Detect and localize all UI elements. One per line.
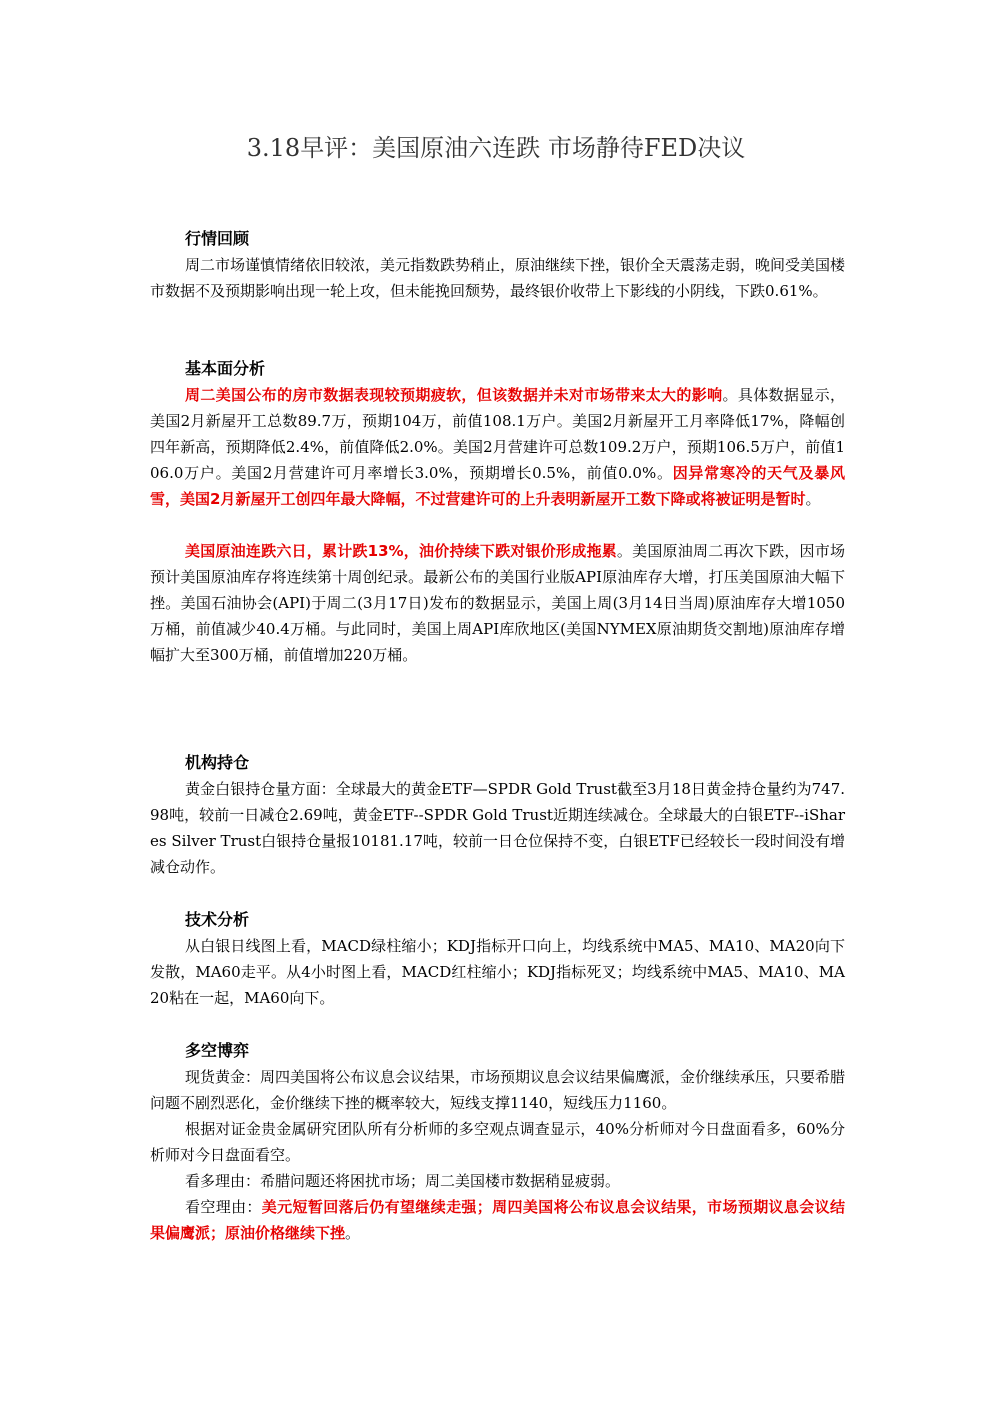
- paragraph: [150, 538, 845, 668]
- section-technical-analysis: [150, 907, 845, 1011]
- paragraph-text: 。具体数据显示，美国2月新屋开工总数89.7万，预期104万，前值108.1万户。美国2月新屋开工月率降低17%，降幅创四年新高，预期降低2.4%，前值降低2.0%。美国2月营建许可总数109.2万户，预期106.5万户，前值106.0万户。美国2月营建许可月率增长3.0%，预期增长0.5%，前值0.0%。: [150, 386, 845, 482]
- section-bull-bear: [150, 1038, 845, 1246]
- paragraph-text: 。美国原油周二再次下跌，因市场预计美国原油库存将连续第十周创纪录。最新公布的美国行业版API原油库存大增，打压美国原油大幅下挫。美国石油协会(API)于周二(3月17日)发布的数据显示，美国上周(3月14日当周)原油库存大增1050万桶，前值减少40.4万桶。与此同时，美国上周API库欣地区(美国NYMEX原油期货交割地)原油库存增幅扩大至300万桶，前值增加220万桶。: [150, 542, 845, 664]
- section-fundamental-analysis: [150, 356, 845, 668]
- paragraph: 现货黄金：周四美国将公布议息会议结果，市场预期议息会议结果偏鹰派，金价继续承压，只要希腊问题不剧烈恶化，金价继续下挫的概率较大，短线支撑1140，短线压力1160。: [150, 1068, 846, 1112]
- section-institutional-holdings: [150, 750, 845, 880]
- section-heading: 机构持仓: [185, 753, 250, 772]
- highlight-text: 美国原油连跌六日，累计跌13%，油价持续下跌对银价形成拖累: [185, 542, 617, 560]
- section-heading: 行情回顾: [185, 229, 250, 248]
- paragraph: [150, 382, 845, 512]
- paragraph: 根据对证金贵金属研究团队所有分析师的多空观点调查显示，40%分析师对今日盘面看多，60%分析师对今日盘面看空。: [150, 1120, 845, 1164]
- paragraph-label: 看空理由：: [185, 1198, 262, 1216]
- section-heading: 基本面分析: [185, 359, 266, 378]
- highlight-text: 周二美国公布的房市数据表现较预期疲软，但该数据并未对市场带来太大的影响: [185, 386, 723, 404]
- paragraph: 黄金白银持仓量方面：全球最大的黄金ETF—SPDR Gold Trust截至3月18日黄金持仓量约为747.98吨，较前一日减仓2.69吨，黄金ETF--SPDR Gold Trust近期连续减仓。全球最大的白银ETF--iShares Silver Trust白银持仓量报10181.17吨，较前一日仓位保持不变，白银ETF已经较长一段时间没有增减仓动作。: [150, 780, 845, 876]
- section-heading: 技术分析: [185, 910, 250, 929]
- page-title: 3.18早评：美国原油六连跌 市场静待FED决议: [246, 134, 746, 162]
- section-market-review: [150, 226, 845, 304]
- highlight-text: 美元短暂回落后仍有望继续走强；周四美国将公布议息会议结果，市场预期议息会议结果偏鹰派；原油价格继续下挫: [150, 1198, 845, 1242]
- paragraph: 周二市场谨慎情绪依旧较浓，美元指数跌势稍止，原油继续下挫，银价全天震荡走弱，晚间受美国楼市数据不及预期影响出现一轮上攻，但未能挽回颓势，最终银价收带上下影线的小阴线，下跌0.61%。: [150, 256, 846, 300]
- paragraph-text: 。: [805, 490, 821, 508]
- section-heading: 多空博弈: [185, 1041, 250, 1060]
- paragraph-text: 。: [345, 1224, 361, 1242]
- paragraph: 从白银日线图上看，MACD绿柱缩小；KDJ指标开口向上，均线系统中MA5、MA10、MA20向下发散，MA60走平。从4小时图上看，MACD红柱缩小；KDJ指标死叉；均线系统中MA5、MA10、MA20粘在一起，MA60向下。: [150, 937, 845, 1007]
- paragraph: [150, 1194, 845, 1246]
- paragraph: 看多理由：希腊问题还将困扰市场；周二美国楼市数据稍显疲弱。: [185, 1172, 621, 1190]
- highlight-text: 因异常寒冷的天气及暴风雪，美国2月新屋开工创四年最大降幅，不过营建许可的上升表明新屋开工数下降或将被证明是暂时: [150, 464, 845, 508]
